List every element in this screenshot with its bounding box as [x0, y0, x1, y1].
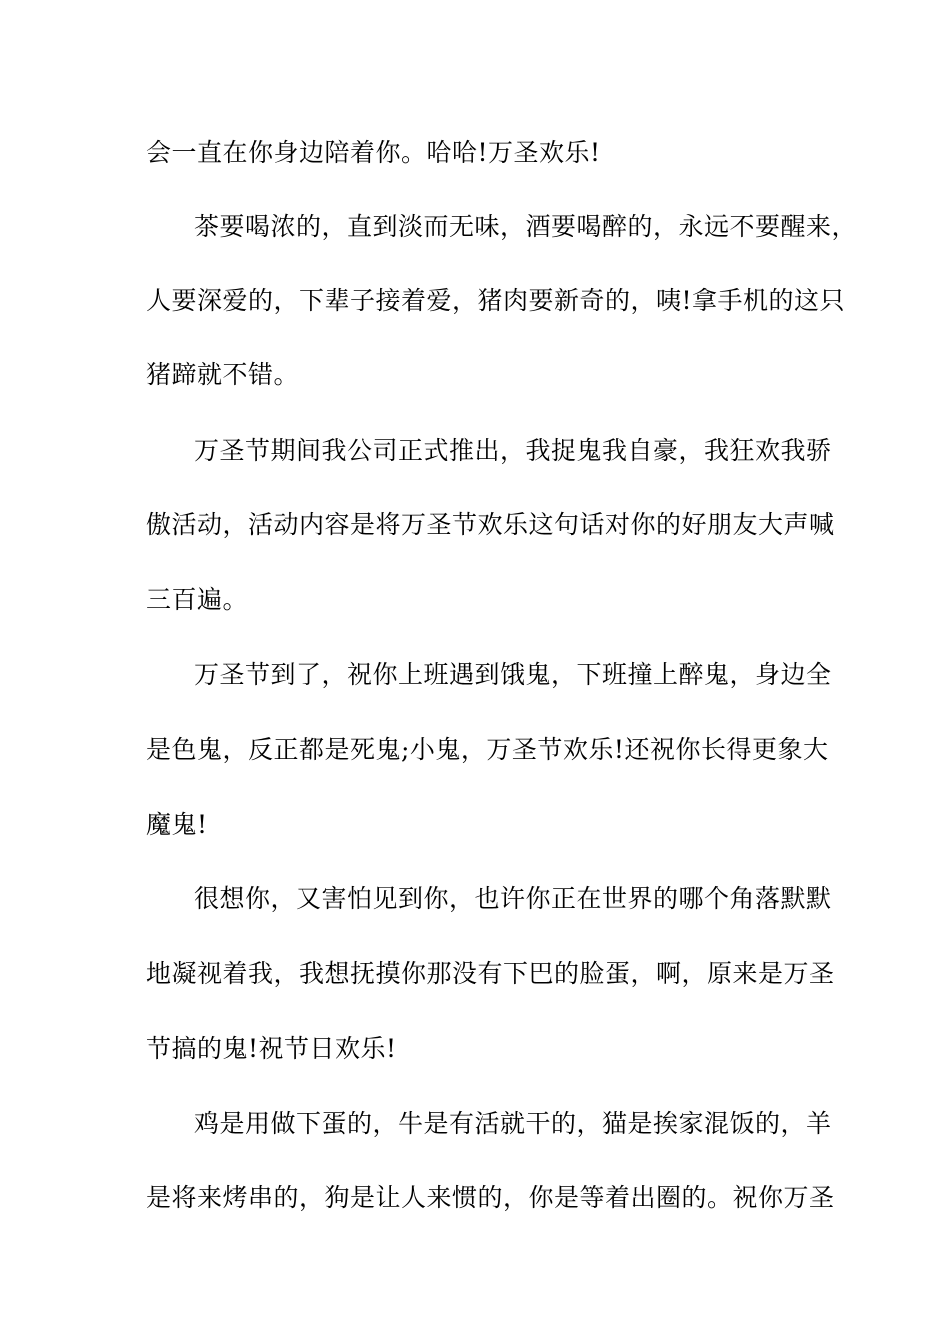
text-line: 傲活动，活动内容是将万圣节欢乐这句话对你的好朋友大声喊 [146, 510, 835, 539]
text-line: 三百遍。 [146, 585, 249, 614]
text-line: 节搞的鬼!祝节日欢乐! [146, 1034, 397, 1063]
paragraph-first-line: 很想你，又害怕见到你，也许你正在世界的哪个角落默默 [194, 884, 832, 913]
text-line: 是色鬼，反正都是死鬼;小鬼，万圣节欢乐!还祝你长得更象大 [146, 735, 829, 764]
text-line: 猪蹄就不错。 [146, 360, 300, 389]
paragraph-first-line: 万圣节到了，祝你上班遇到饿鬼，下班撞上醉鬼，身边全 [194, 660, 832, 689]
text-line: 人要深爱的，下辈子接着爱，猪肉要新奇的，咦!拿手机的这只 [146, 286, 846, 315]
text-line: 会一直在你身边陪着你。哈哈!万圣欢乐! [146, 138, 601, 167]
paragraph-first-line: 茶要喝浓的，直到淡而无味，酒要喝醉的，永远不要醒来， [194, 212, 858, 241]
paragraph-first-line: 鸡是用做下蛋的，牛是有活就干的，猫是挨家混饭的，羊 [194, 1109, 832, 1138]
text-line: 是将来烤串的，狗是让人来惯的，你是等着出圈的。祝你万圣 [146, 1183, 835, 1212]
paragraph-first-line: 万圣节期间我公司正式推出，我捉鬼我自豪，我狂欢我骄 [194, 436, 832, 465]
text-line: 魔鬼! [146, 810, 208, 839]
text-line: 地凝视着我，我想抚摸你那没有下巴的脸蛋，啊，原来是万圣 [146, 959, 835, 988]
